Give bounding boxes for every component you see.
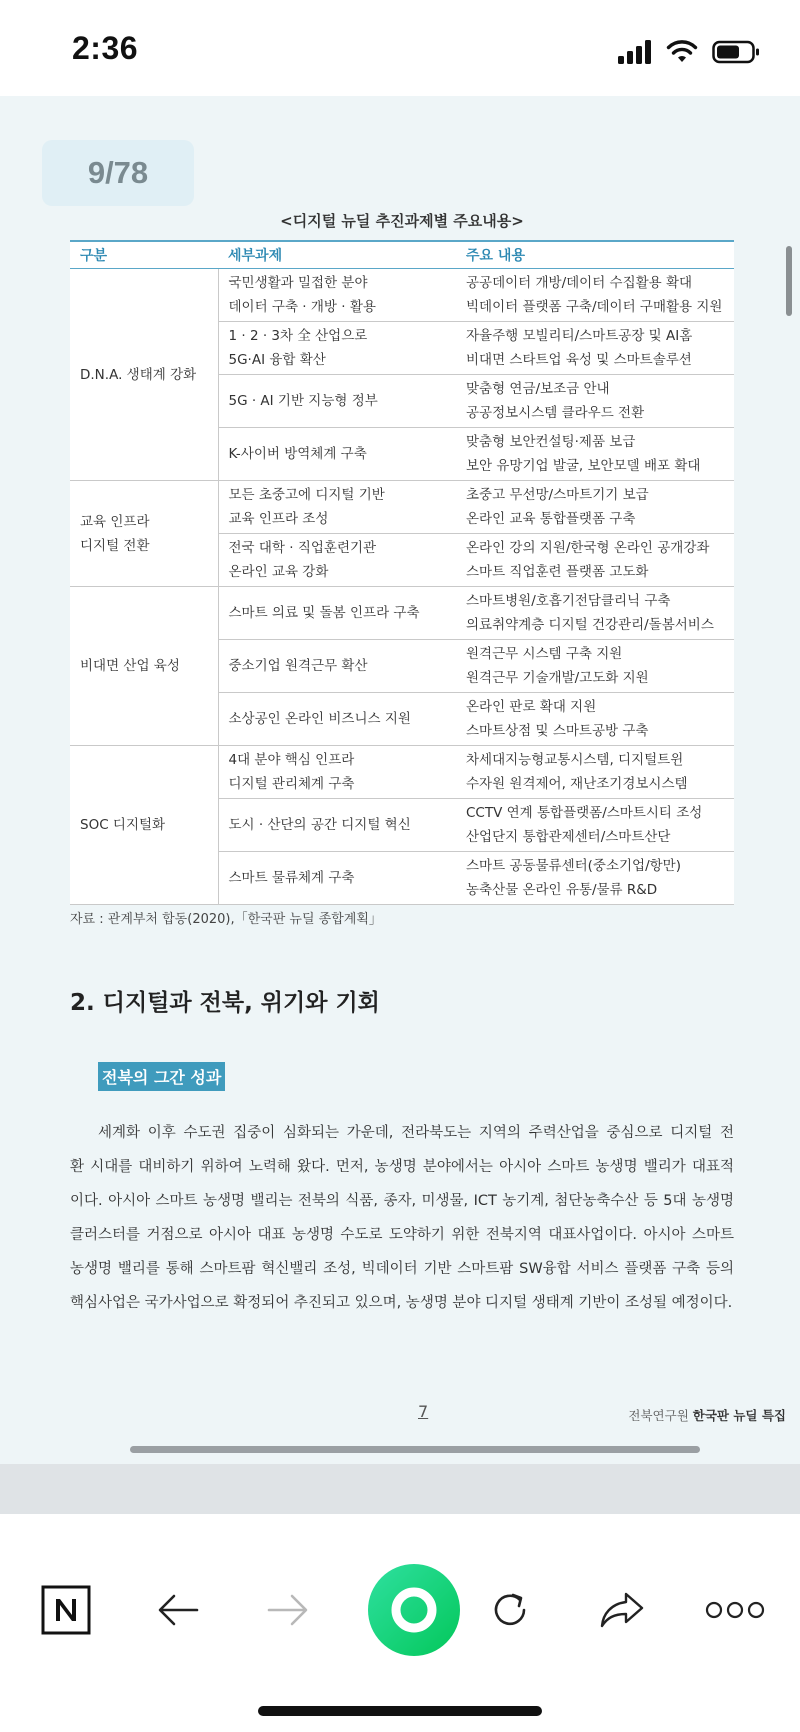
content-line: 원격근무 기술개발/고도화 지원: [466, 670, 649, 686]
section-subheading: 전북의 그간 성과: [98, 1062, 225, 1091]
cellular-signal-icon: [618, 40, 652, 64]
naver-n-icon: [41, 1585, 91, 1635]
task-line: 온라인 교육 강화: [228, 564, 329, 580]
task-line: 5G·AI 융합 확산: [228, 352, 326, 368]
table-source-note: 자료 : 관계부처 합동(2020),「한국판 뉴딜 종합계획」: [70, 912, 382, 927]
table-row: [70, 481, 734, 534]
battery-icon: [712, 40, 760, 64]
content-line: 초중고 무선망/스마트기기 보급: [466, 487, 649, 503]
task-line: 5G · AI 기반 지능형 정부: [228, 393, 378, 409]
content-line: 비대면 스타트업 육성 및 스마트솔루션: [466, 352, 692, 368]
reload-icon: [488, 1588, 532, 1632]
back-button[interactable]: [146, 1578, 210, 1642]
task-line: K-사이버 방역체계 구축: [228, 446, 367, 462]
category-cell: [70, 587, 218, 746]
task-cell: [218, 852, 456, 905]
category-line: SOC 디지털화: [80, 817, 166, 833]
task-cell: [218, 428, 456, 481]
content-cell: [456, 746, 734, 799]
page-gap: [0, 1464, 800, 1514]
task-line: 데이터 구축 · 개방 · 활용: [228, 299, 376, 315]
task-line: 디지털 관리체계 구축: [228, 776, 355, 792]
content-cell: [456, 852, 734, 905]
paragraph-line: 핵심사업은 국가사업으로 확정되어 추진되고 있으며, 농생명 분야 디지털 생태계 기반이 조성될 예정이다.: [70, 1295, 733, 1311]
category-line: D.N.A. 생태계 강화: [80, 366, 197, 383]
arrow-right-icon: [266, 1592, 310, 1628]
content-line: 자율주행 모빌리티/스마트공장 및 AI홈: [466, 328, 693, 344]
status-icons: [618, 36, 760, 68]
task-cell: [218, 746, 456, 799]
content-line: 차세대지능형교통시스템, 디지털트윈: [466, 752, 684, 768]
task-line: 도시 · 산단의 공간 디지털 혁신: [228, 817, 411, 833]
content-line: 온라인 교육 통합플랫폼 구축: [466, 511, 636, 527]
more-menu-button[interactable]: [700, 1578, 770, 1642]
wifi-icon: [666, 40, 698, 64]
page-indicator: 9/78: [42, 140, 194, 206]
page-number: 7: [418, 1402, 429, 1421]
content-line: 온라인 강의 지원/한국형 온라인 공개강좌: [466, 540, 710, 556]
status-bar: [0, 0, 800, 96]
scrollbar-thumb[interactable]: [786, 246, 792, 316]
content-cell: [456, 799, 734, 852]
category-line: 교육 인프라: [80, 513, 150, 530]
content-line: 스마트상점 및 스마트공방 구축: [466, 723, 649, 739]
content-cell: [456, 269, 734, 322]
task-cell: [218, 693, 456, 746]
task-cell: [218, 587, 456, 640]
content-line: 스마트병원/호흡기전담클리닉 구축: [466, 593, 671, 609]
task-cell: [218, 269, 456, 322]
content-cell: [456, 481, 734, 534]
table-row: [70, 746, 734, 799]
paragraph-line: 세계화 이후 수도권 집중이 심화되는 가운데, 전라북도는 지역의 주력산업을 중심으로 디지털 전: [98, 1125, 734, 1141]
task-cell: [218, 534, 456, 587]
paragraph-line: 이다. 아시아 스마트 농생명 밸리는 전북의 식품, 종자, 미생물, ICT 농기계, 첨단농축수산 등 5대 농생명: [70, 1193, 734, 1209]
header-content: 주요 내용: [456, 241, 734, 269]
task-line: 모든 초중고에 디지털 기반: [228, 487, 385, 503]
category-line: 디지털 전환: [80, 537, 150, 554]
document-viewer[interactable]: [0, 96, 800, 1514]
task-line: 중소기업 원격근무 확산: [228, 658, 368, 674]
section-title: 2. 디지털과 전북, 위기와 기회: [70, 990, 380, 1016]
forward-button[interactable]: [256, 1578, 320, 1642]
body-paragraph: [70, 1116, 734, 1320]
content-line: 온라인 판로 확대 지원: [466, 699, 597, 715]
horizontal-scrollbar[interactable]: [130, 1446, 700, 1453]
task-line: 1 · 2 · 3차 全 산업으로: [228, 328, 368, 344]
header-task: 세부과제: [218, 241, 456, 269]
content-line: 의료취약계층 디지털 건강관리/돌봄서비스: [466, 617, 714, 633]
content-line: 스마트 공동물류센터(중소기업/항만): [466, 858, 681, 874]
green-dot-icon: [366, 1562, 462, 1658]
content-cell: [456, 587, 734, 640]
paragraph-line: 클러스터를 거점으로 아시아 대표 농생명 수도로 도약하기 위한 전북지역 대표사업이다. 아시아 스마트: [70, 1227, 734, 1243]
category-cell: [70, 269, 218, 481]
table-row: [70, 269, 734, 322]
content-line: 스마트 직업훈련 플랫폼 고도화: [466, 564, 649, 580]
content-cell: [456, 428, 734, 481]
share-arrow-icon: [598, 1588, 646, 1632]
content-line: 공공데이터 개방/데이터 수집활용 확대: [466, 275, 693, 291]
status-time: 2:36: [72, 30, 139, 66]
content-line: CCTV 연계 통합플랫폼/스마트시티 조성: [466, 805, 703, 821]
task-line: 교육 인프라 조성: [228, 511, 329, 527]
task-line: 4대 분야 핵심 인프라: [228, 752, 355, 768]
table-caption: <디지털 뉴딜 추진과제별 주요내용>: [280, 212, 524, 230]
content-line: 맞춤형 보안컨설팅·제품 보급: [466, 434, 636, 450]
task-line: 전국 대학 · 직업훈련기관: [228, 540, 377, 556]
green-dot-button[interactable]: [366, 1562, 462, 1658]
content-line: 맞춤형 연금/보조금 안내: [466, 381, 610, 397]
footer-org: 전북연구원: [628, 1408, 689, 1423]
home-indicator[interactable]: [258, 1706, 542, 1716]
reload-button[interactable]: [478, 1578, 542, 1642]
share-button[interactable]: [590, 1578, 654, 1642]
footer-brand: [628, 1406, 786, 1424]
content-line: 빅데이터 플랫폼 구축/데이터 구매활용 지원: [466, 299, 723, 315]
header-category: 구분: [70, 241, 218, 269]
content-line: 원격근무 시스템 구축 지원: [466, 646, 623, 662]
naver-home-button[interactable]: [34, 1578, 98, 1642]
content-cell: [456, 534, 734, 587]
footer-publication: 한국판 뉴딜 특집: [692, 1408, 786, 1423]
task-line: 소상공인 온라인 비즈니스 지원: [228, 711, 411, 727]
category-line: 비대면 산업 육성: [80, 658, 180, 674]
task-line: 스마트 의료 및 돌봄 인프라 구축: [228, 605, 420, 621]
category-cell: [70, 481, 218, 587]
task-cell: [218, 481, 456, 534]
digital-new-deal-table: [70, 240, 734, 905]
content-line: 보안 유망기업 발굴, 보안모델 배포 확대: [466, 458, 701, 474]
task-line: 국민생활과 밀접한 분야: [228, 275, 368, 291]
browser-toolbar: [0, 1514, 800, 1732]
more-dots-icon: [705, 1600, 765, 1620]
arrow-left-icon: [156, 1592, 200, 1628]
content-cell: [456, 322, 734, 375]
table-row: [70, 587, 734, 640]
task-cell: [218, 375, 456, 428]
paragraph-line: 환 시대를 대비하기 위하여 노력해 왔다. 먼저, 농생명 분야에서는 아시아 스마트 농생명 밸리가 대표적: [70, 1159, 734, 1175]
task-cell: [218, 799, 456, 852]
task-cell: [218, 640, 456, 693]
content-line: 농축산물 온라인 유통/물류 R&D: [466, 882, 658, 898]
content-cell: [456, 693, 734, 746]
content-line: 산업단지 통합관제센터/스마트산단: [466, 829, 671, 845]
task-line: 스마트 물류체계 구축: [228, 870, 355, 886]
paragraph-line: 농생명 밸리를 통해 스마트팜 혁신밸리 조성, 빅데이터 기반 스마트팜 SW융합 서비스 플랫폼 구축 등의: [70, 1261, 734, 1277]
content-cell: [456, 375, 734, 428]
content-cell: [456, 640, 734, 693]
content-line: 수자원 원격제어, 재난조기경보시스템: [466, 776, 688, 792]
category-cell: [70, 746, 218, 905]
task-cell: [218, 322, 456, 375]
content-line: 공공정보시스템 클라우드 전환: [466, 405, 645, 421]
